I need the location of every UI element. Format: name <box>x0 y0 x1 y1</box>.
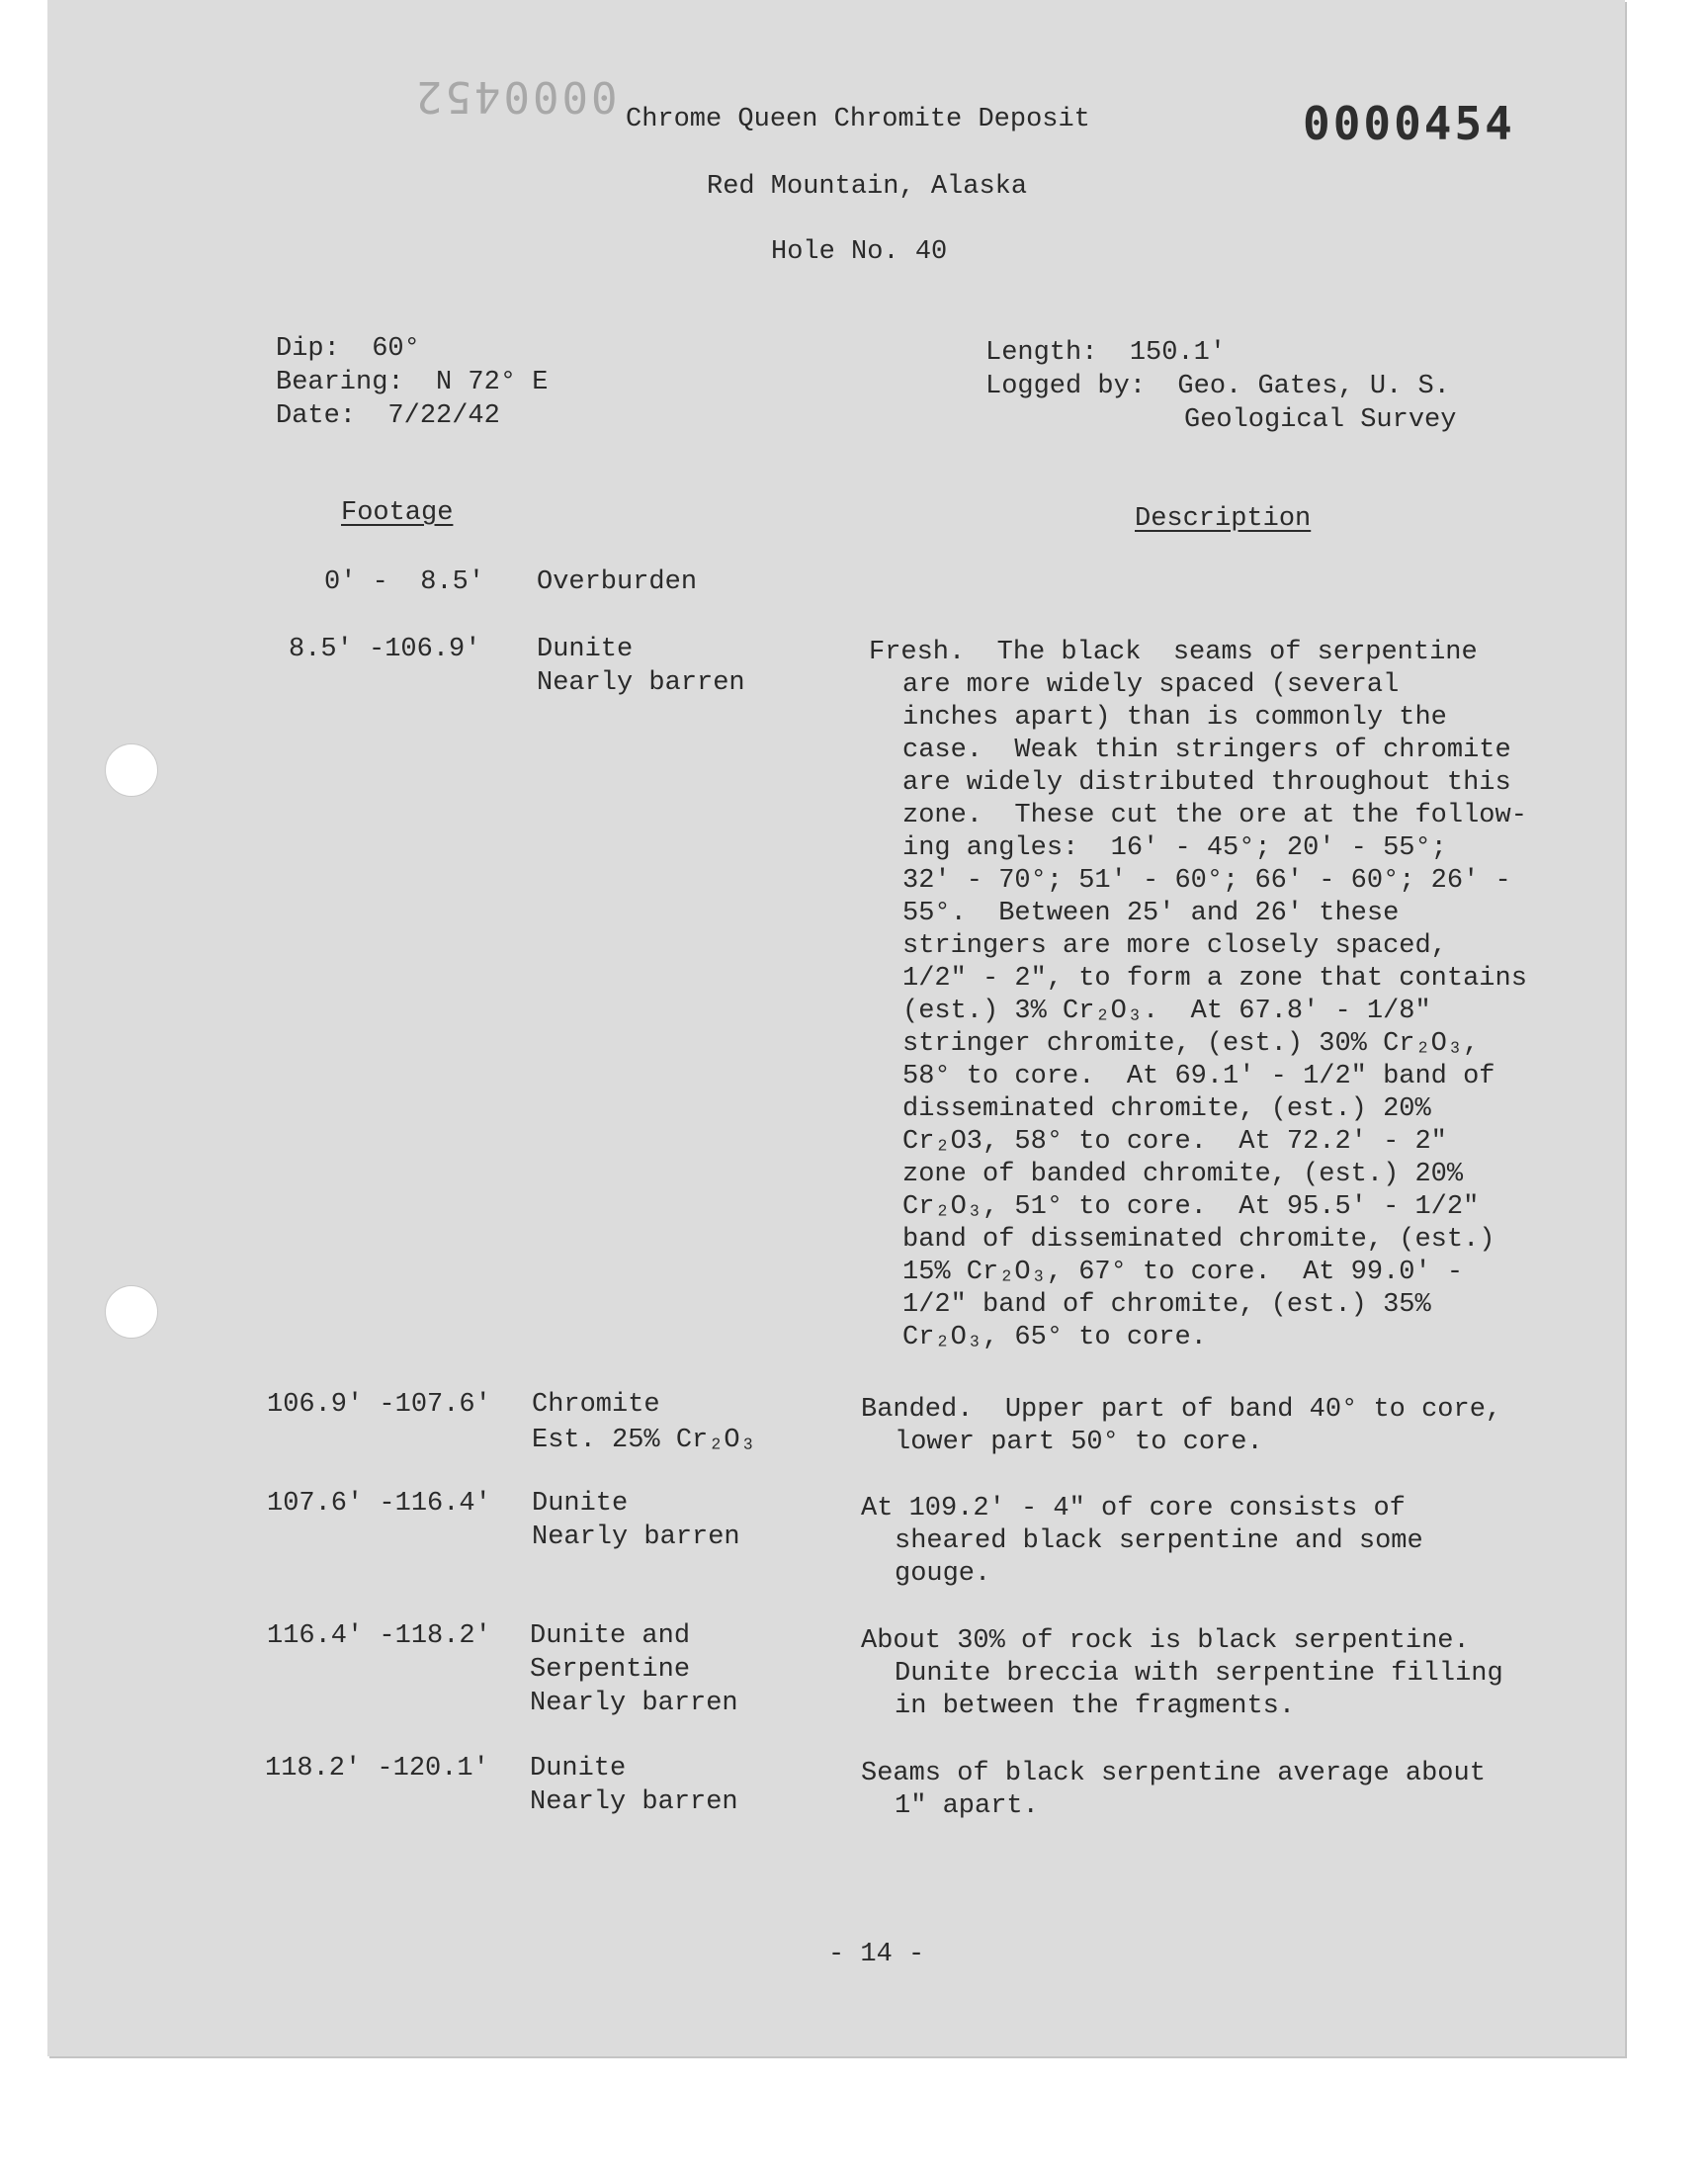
ghost-number-stamp: 0000452 <box>413 71 618 122</box>
description-line: About 30% of rock is black serpentine. <box>861 1626 1470 1656</box>
length-field: Length: 150.1' <box>985 338 1227 368</box>
description-line: in between the fragments. <box>895 1692 1296 1721</box>
row-rock-note: Nearly barren <box>537 668 745 698</box>
description-line: are widely distributed throughout this <box>902 768 1511 798</box>
row-footage: 118.2' -120.1' <box>265 1754 489 1784</box>
punch-hole-bottom <box>105 1285 158 1339</box>
row-rock-type: Dunite <box>530 1754 627 1784</box>
bearing-field: Bearing: N 72° E <box>276 368 549 397</box>
row-rock-note: Nearly barren <box>530 1689 738 1718</box>
row-footage: 107.6' -116.4' <box>267 1489 491 1519</box>
row-description <box>869 637 1527 1354</box>
location-line: Red Mountain, Alaska <box>707 172 1028 202</box>
description-line: 1" apart. <box>895 1791 1039 1821</box>
description-line: disseminated chromite, (est.) 20% <box>902 1094 1431 1124</box>
logged-by-agency: Geological Survey <box>1184 405 1457 435</box>
description-line: 55°. Between 25' and 26' these <box>902 899 1400 928</box>
logged-by-field: Logged by: Geo. Gates, U. S. <box>985 372 1450 401</box>
row-rock-note: Est. 25% Cr₂O₃ <box>532 1426 756 1455</box>
description-line: (est.) 3% Cr₂O₃. At 67.8' - 1/8" <box>902 997 1431 1026</box>
date-field: Date: 7/22/42 <box>276 401 500 431</box>
row-description <box>861 1625 1503 1723</box>
row-rock-type: Dunite <box>537 635 634 664</box>
description-line: 15% Cr₂O₃, 67° to core. At 99.0' - <box>902 1258 1464 1287</box>
description-line: Banded. Upper part of band 40° to core, <box>861 1395 1502 1425</box>
document-number-stamp: 0000454 <box>1303 97 1515 150</box>
row-rock-note: Nearly barren <box>530 1787 738 1817</box>
description-column-header: Description <box>1135 504 1312 534</box>
row-rock-note: Nearly barren <box>532 1522 740 1552</box>
row-footage: 116.4' -118.2' <box>267 1621 491 1651</box>
description-line: Cr₂O₃, 51° to core. At 95.5' - 1/2" <box>902 1192 1480 1222</box>
description-line: Cr₂O₃, 65° to core. <box>902 1323 1207 1352</box>
hole-number: Hole No. 40 <box>771 237 948 267</box>
description-line: band of disseminated chromite, (est.) <box>902 1225 1495 1255</box>
row-description <box>861 1758 1486 1823</box>
footage-column-header: Footage <box>341 498 454 528</box>
row-rock-note: Serpentine <box>530 1655 691 1685</box>
description-line: inches apart) than is commonly the <box>902 703 1447 733</box>
row-footage: 0' - 8.5' <box>324 567 485 597</box>
description-line: stringers are more closely spaced, <box>902 931 1447 961</box>
description-line: lower part 50° to core. <box>895 1428 1263 1457</box>
row-rock-type: Dunite <box>532 1489 629 1519</box>
row-description <box>861 1493 1423 1591</box>
row-rock-type: Dunite and <box>530 1621 691 1651</box>
description-line: At 109.2' - 4" of core consists of <box>861 1494 1406 1523</box>
row-rock-type: Overburden <box>537 567 698 597</box>
row-footage: 106.9' -107.6' <box>267 1390 491 1420</box>
description-line: 1/2" - 2", to form a zone that contains <box>902 964 1527 994</box>
document-title: Chrome Queen Chromite Deposit <box>626 105 1090 134</box>
description-line: zone. These cut the ore at the follow- <box>902 801 1527 830</box>
description-line: Fresh. The black seams of serpentine <box>869 638 1478 667</box>
row-description <box>861 1394 1501 1459</box>
description-line: 32' - 70°; 51' - 60°; 66' - 60°; 26' - <box>902 866 1511 896</box>
description-line: 58° to core. At 69.1' - 1/2" band of <box>902 1062 1495 1091</box>
description-line: Seams of black serpentine average about <box>861 1759 1486 1788</box>
description-line: case. Weak thin stringers of chromite <box>902 736 1511 765</box>
description-line: are more widely spaced (several <box>902 670 1400 700</box>
description-line: gouge. <box>895 1559 991 1589</box>
page-number: - 14 - <box>828 1940 925 1969</box>
punch-hole-top <box>105 743 158 797</box>
dip-field: Dip: 60° <box>276 334 420 364</box>
description-line: stringer chromite, (est.) 30% Cr₂O₃, <box>902 1029 1480 1059</box>
description-line: zone of banded chromite, (est.) 20% <box>902 1160 1464 1189</box>
description-line: ing angles: 16' - 45°; 20' - 55°; <box>902 833 1447 863</box>
description-line: Dunite breccia with serpentine filling <box>895 1659 1503 1689</box>
row-footage: 8.5' -106.9' <box>289 635 481 664</box>
description-line: 1/2" band of chromite, (est.) 35% <box>902 1290 1431 1320</box>
row-rock-type: Chromite <box>532 1390 660 1420</box>
description-line: Cr₂O3, 58° to core. At 72.2' - 2" <box>902 1127 1447 1157</box>
description-line: sheared black serpentine and some <box>895 1526 1423 1556</box>
